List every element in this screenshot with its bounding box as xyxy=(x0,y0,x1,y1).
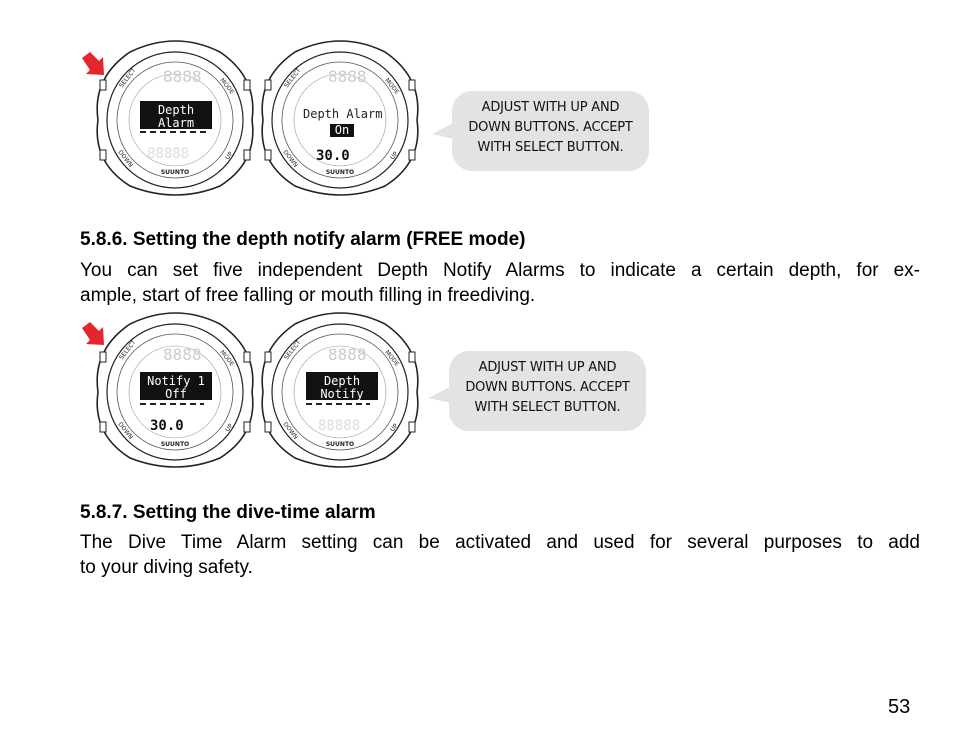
watch-left xyxy=(97,41,253,195)
bubble-line-1: ADJUST WITH UP AND xyxy=(478,360,617,375)
figure-depth-alarm xyxy=(0,40,954,200)
section-body-587 xyxy=(80,530,920,580)
section-heading-586: 5.8.6. Setting the depth notify alarm (FREE mode) xyxy=(80,229,526,250)
instruction-bubble-2 xyxy=(449,351,646,431)
red-arrow-icon xyxy=(82,52,104,75)
svg-text:SUUNTO: SUUNTO xyxy=(325,441,355,448)
svg-text:UP: UP xyxy=(224,422,235,434)
bubble-line-2: DOWN BUTTONS. ACCEPT xyxy=(468,120,633,135)
body-line: The Dive Time Alarm setting can be activated and used for several purposes to add xyxy=(80,532,920,553)
figure-depth-notify xyxy=(0,310,954,475)
lcd-line-1: Depth xyxy=(323,374,361,388)
dial-label-mode: MODE xyxy=(218,76,236,96)
watch-right xyxy=(262,313,418,467)
body-line: You can set five independent Depth Notify Alarms to indicate a certain depth, for ex- xyxy=(80,260,920,281)
svg-text:MODE: MODE xyxy=(218,348,236,368)
svg-text:UP: UP xyxy=(389,150,400,162)
section-heading-587: 5.8.7. Setting the dive-time alarm xyxy=(80,502,376,523)
dial-label-down: DOWN xyxy=(116,148,135,169)
lcd-highlight-on: On xyxy=(334,123,350,137)
svg-text:DOWN: DOWN xyxy=(116,420,135,441)
svg-text:MODE: MODE xyxy=(383,348,401,368)
dial-label-select: SELECT xyxy=(118,67,138,90)
svg-text:8888: 8888 xyxy=(328,345,367,364)
bubble-line-3: WITH SELECT BUTTON. xyxy=(474,400,621,415)
red-arrow-icon xyxy=(82,322,104,345)
svg-text:DOWN: DOWN xyxy=(281,148,300,169)
svg-text:8888: 8888 xyxy=(163,67,202,86)
bubble-line-2: DOWN BUTTONS. ACCEPT xyxy=(465,380,630,395)
svg-text:SUUNTO: SUUNTO xyxy=(160,441,190,448)
svg-text:MODE: MODE xyxy=(383,76,401,96)
depth-value: 30.0 xyxy=(150,418,184,434)
instruction-bubble-1 xyxy=(452,91,649,171)
svg-text:DOWN: DOWN xyxy=(281,420,300,441)
dial-label-up: UP xyxy=(224,150,235,162)
depth-value: 30.0 xyxy=(316,148,350,164)
lcd-line-2: Alarm xyxy=(157,116,195,130)
svg-text:SUUNTO: SUUNTO xyxy=(325,169,355,176)
svg-text:8888: 8888 xyxy=(328,67,367,86)
body-line: to your diving safety. xyxy=(80,557,253,578)
lcd-title: Depth Alarm xyxy=(303,107,383,121)
svg-text:88888: 88888 xyxy=(318,418,361,434)
svg-text:SELECT: SELECT xyxy=(283,339,303,362)
lcd-line-1: Notify 1 xyxy=(147,374,205,388)
section-body-586 xyxy=(80,258,920,308)
page-number: 53 xyxy=(888,696,911,718)
bubble-line-1: ADJUST WITH UP AND xyxy=(481,100,620,115)
brand-logo: SUUNTO xyxy=(160,169,190,176)
lcd-line-2: Off xyxy=(165,387,187,401)
svg-text:SELECT: SELECT xyxy=(283,67,303,90)
bubble-line-3: WITH SELECT BUTTON. xyxy=(477,140,624,155)
watch-right xyxy=(262,41,418,195)
svg-text:SELECT: SELECT xyxy=(118,339,138,362)
body-line: ample, start of free falling or mouth filling in freediving. xyxy=(80,285,536,306)
svg-text:8888: 8888 xyxy=(163,345,202,364)
lcd-line-2: Notify xyxy=(320,387,364,401)
lcd-line-1: Depth xyxy=(157,103,195,117)
svg-text:UP: UP xyxy=(389,422,400,434)
watch-left xyxy=(97,313,253,467)
svg-text:88888: 88888 xyxy=(147,146,190,162)
